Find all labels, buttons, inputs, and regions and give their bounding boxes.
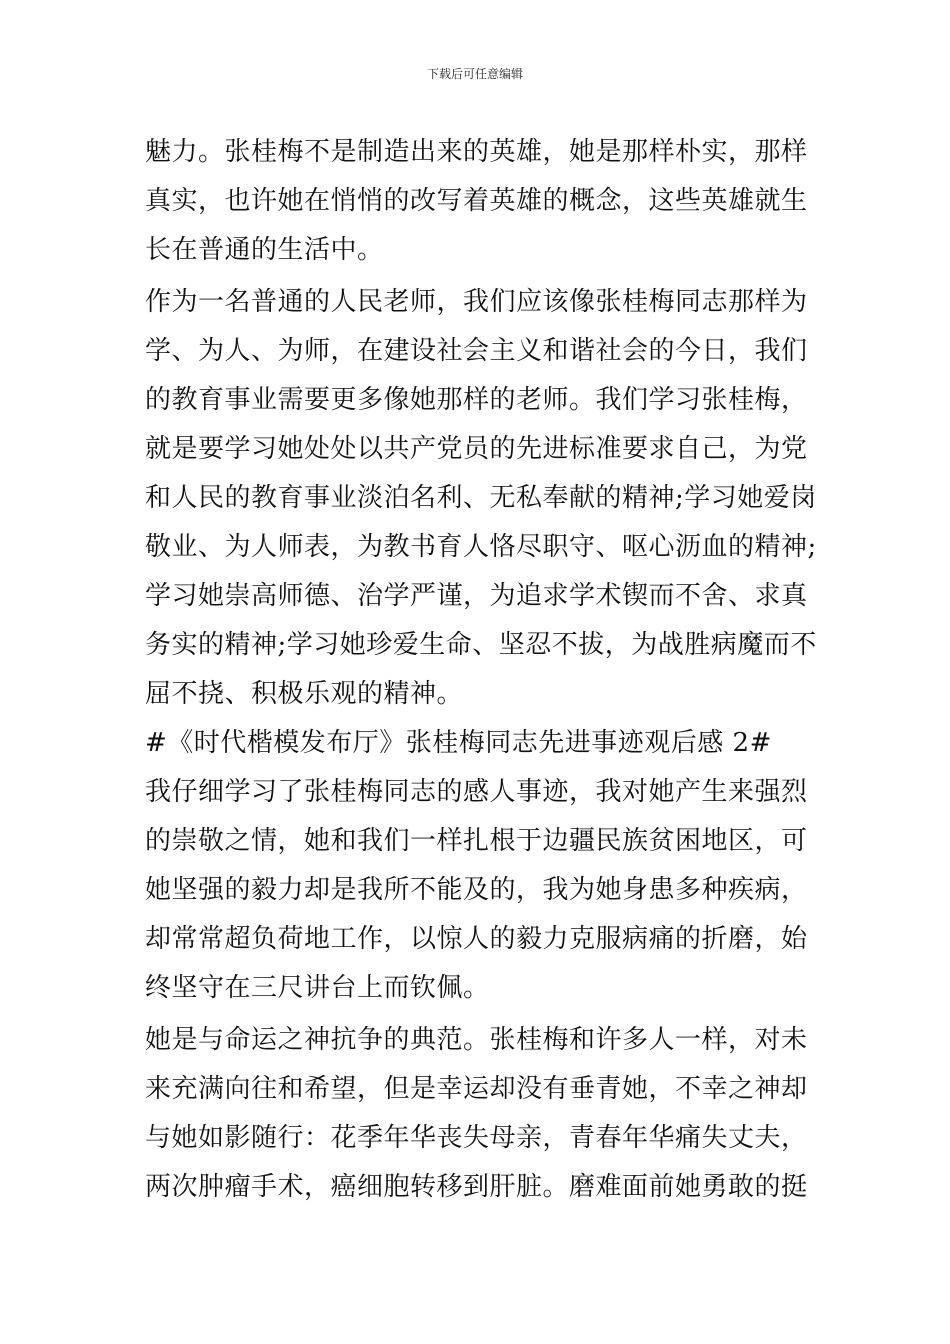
text-line: 就是要学习她处处以共产党员的先进标准要求自己，为党	[145, 434, 808, 464]
text-line: 她坚强的毅力却是我所不能及的，我为她身患多种疾病，	[145, 875, 808, 905]
text-line: 的教育事业需要更多像她那样的老师。我们学习张桂梅，	[145, 385, 808, 415]
text-line: 和人民的教育事业淡泊名利、无私奉献的精神;学习她爱岗	[145, 483, 817, 513]
document-body	[145, 128, 815, 1212]
page-header-note: 下载后可任意编辑	[426, 67, 523, 81]
section-heading: #《时代楷模发布厅》张桂梅同志先进事迹观后感 2#	[145, 728, 772, 758]
text-line: 学习她崇高师德、治学严谨，为追求学术锲而不舍、求真	[145, 581, 808, 611]
text-line: 真实，也许她在悄悄的改写着英雄的概念，这些英雄就生	[145, 186, 808, 216]
text-line: 敬业、为人师表，为教书育人恪尽职守、呕心沥血的精神;	[145, 532, 817, 562]
text-line: 来充满向往和希望，但是幸运却没有垂青她，不幸之神却	[145, 1074, 808, 1104]
text-line: 她是与命运之神抗争的典范。张桂梅和许多人一样，对未	[145, 1025, 808, 1055]
text-line: 作为一名普通的人民老师，我们应该像张桂梅同志那样为	[145, 287, 808, 317]
text-line: 两次肿瘤手术，癌细胞转移到肝脏。磨难面前她勇敢的挺	[145, 1172, 808, 1202]
text-line: 长在普通的生活中。	[145, 235, 384, 265]
text-line: 终坚守在三尺讲台上而钦佩。	[145, 973, 490, 1003]
text-line: 屈不挠、积极乐观的精神。	[145, 679, 464, 709]
text-line: 务实的精神;学习她珍爱生命、坚忍不拔，为战胜病魔而不	[145, 630, 817, 660]
text-line: 学、为人、为师，在建设社会主义和谐社会的今日，我们	[145, 336, 808, 366]
text-line: 魅力。张桂梅不是制造出来的英雄，她是那样朴实，那样	[145, 137, 808, 167]
text-line: 我仔细学习了张桂梅同志的感人事迹，我对她产生来强烈	[145, 777, 808, 807]
text-line: 的崇敬之情，她和我们一样扎根于边疆民族贫困地区，可	[145, 826, 808, 856]
text-line: 却常常超负荷地工作，以惊人的毅力克服病痛的折磨，始	[145, 924, 808, 954]
text-line: 与她如影随行：花季年华丧失母亲，青春年华痛失丈夫，	[145, 1123, 808, 1153]
